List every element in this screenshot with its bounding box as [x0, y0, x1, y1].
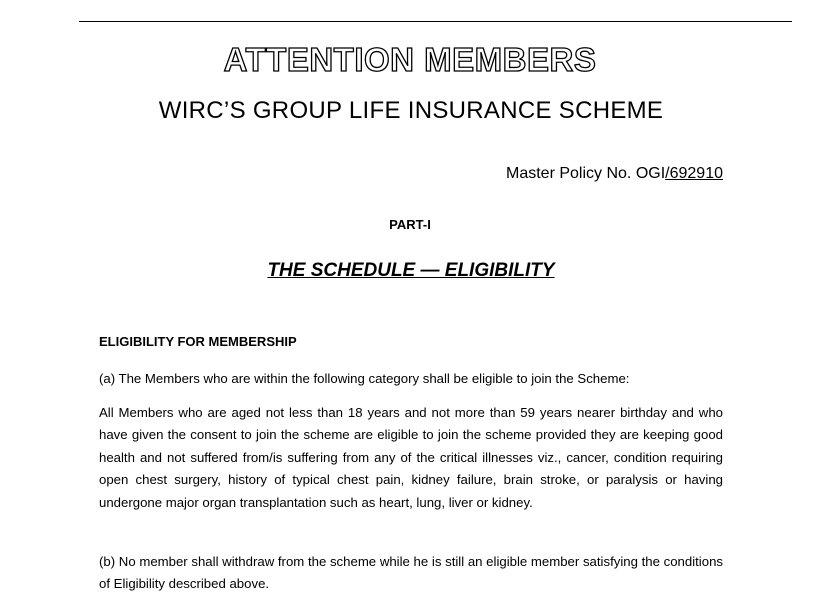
eligibility-paragraph: All Members who are aged not less than 18 years and not more than 59 years nearer birthday and who have given the consent to join the scheme are eligible to join the scheme provided they are keeping good health and not suffered from/is suffering from any of the critical illnesses viz., cancer, condition requiring open chest surgery, history of typical chest pain, kidney failure, brain stroke, or paralysis or having undergone major organ transplantation such as heart, lung, liver or kidney.	[99, 405, 723, 510]
schedule-heading: THE SCHEDULE — ELIGIBILITY	[267, 260, 555, 281]
scheme-title: WIRC’S GROUP LIFE INSURANCE SCHEME	[158, 97, 664, 124]
policy-prefix: Master Policy No. OGI	[506, 165, 666, 182]
master-policy-line	[506, 164, 723, 184]
part-label: PART-I	[389, 217, 431, 232]
section-heading: ELIGIBILITY FOR MEMBERSHIP	[99, 334, 297, 349]
paragraph-b: (b) No member shall withdraw from the scheme while he is still an eligible member satisfying the conditions of Eligibility described above.	[99, 554, 723, 592]
policy-number: /692910	[665, 165, 723, 182]
attention-banner: ATTENTION MEMBERS	[223, 41, 597, 78]
top-divider	[79, 21, 792, 22]
paragraph-a: (a) The Members who are within the following category shall be eligible to join the Scheme:	[99, 371, 630, 386]
